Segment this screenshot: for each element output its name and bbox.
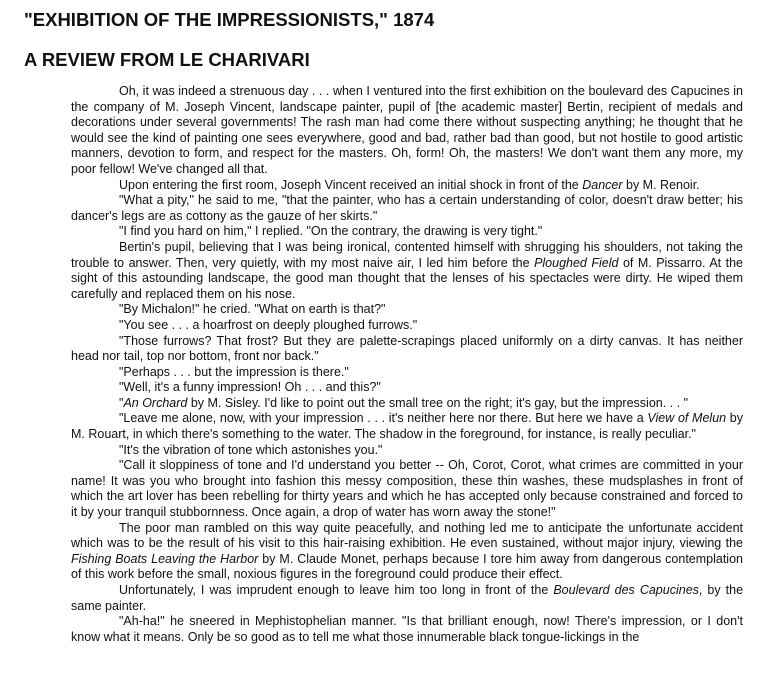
text-run: by M. Sisley. I'd like to point out the small tree on the right; it's gay, but the impression. . . " — [187, 395, 689, 410]
text-run: by M. Claude Monet, perhaps because I tore him away from dangerous contemplation of this work before the small, noxious figures in the foreground could produce their effect. — [71, 551, 743, 582]
text-run: "What a pity," he said to me, "that the painter, who has a certain understanding of color, doesn't draw better; his dancer's legs are as cottony as the gauze of her skirts." — [71, 193, 743, 223]
paragraph — [71, 302, 743, 318]
text-run: "By Michalon!" he cried. "What on earth is that?" — [119, 302, 386, 317]
text-run: "I find you hard on him," I replied. "On the contrary, the drawing is very tight." — [119, 224, 543, 239]
paragraph — [71, 521, 743, 583]
paragraph — [71, 458, 743, 520]
text-run: Unfortunately, I was imprudent enough to leave him too long in front of the — [119, 583, 554, 597]
text-run: " — [119, 395, 124, 410]
artwork-title: Boulevard des Capucines — [553, 583, 699, 597]
text-run: "You see . . . a hoarfrost on deeply ploughed furrows." — [119, 317, 418, 332]
text-run: Oh, it was indeed a strenuous day . . . when I ventured into the first exhibition on the boulevard des Capucines in the company of M. Joseph Vincent, landscape painter, pupil of [the academic master] Bertin, recipient of medals and decorations under several governments! The rash man had come there without suspecting anything; he thought that he would see the kind of painting one sees everywhere, good and bad, rather bad than good, but not hostile to good artistic manners, devotion to form, and respect for the masters. Oh, form! Oh, the masters! We don't want them any more, my poor fellow! We've changed all that. — [71, 84, 743, 176]
article-body — [71, 84, 743, 645]
text-run: Upon entering the first room, Joseph Vincent received an initial shock in front of the — [119, 177, 583, 192]
paragraph — [71, 380, 743, 396]
text-run: "Call it sloppiness of tone and I'd understand you better -- Oh, Corot, Corot, what crimes are committed in your name! It was you who brought into fashion this messy composition, these thin washes, these mudsplashes in front of which the art lover has been rebelling for thirty years and which he has accepted only because constrained and forced to it by your tranquil stubbornness. Once again, a drop of water has worn away the stone!" — [71, 458, 743, 520]
paragraph — [71, 334, 743, 365]
text-run: by M. Renoir. — [622, 177, 700, 192]
text-run: , by the same painter. — [71, 583, 744, 613]
text-run: of M. Pissarro. At the sight of this astounding landscape, the good man thought that the lenses of his spectacles were dirty. He wiped them carefully and replaced them on his nose. — [71, 255, 743, 301]
text-run: by M. Rouart, in which there's something to the water. The shadow in the foreground, for instance, is really peculiar." — [71, 411, 743, 442]
text-run: "Leave me alone, now, with your impression . . . it's neither here nor there. But here we have a — [119, 411, 648, 426]
artwork-title: View of Melun — [647, 411, 727, 426]
artwork-title: An Orchard — [123, 395, 188, 410]
document-subtitle: A REVIEW FROM LE CHARIVARI — [24, 49, 310, 70]
paragraph — [71, 443, 743, 459]
artwork-title: Dancer — [582, 177, 623, 192]
paragraph — [71, 365, 743, 381]
paragraph — [71, 178, 743, 194]
text-run: Bertin's pupil, believing that I was being ironical, contented himself with shrugging his shoulders, not taking the trouble to answer. Then, very quietly, with my most naive air, I led him before the — [71, 239, 743, 270]
paragraph — [71, 193, 743, 224]
paragraph — [71, 583, 743, 614]
paragraph — [71, 396, 743, 412]
paragraph — [71, 240, 743, 302]
paragraph — [71, 318, 743, 334]
text-run: "Well, it's a funny impression! Oh . . . and this?" — [119, 380, 381, 395]
paragraph — [71, 84, 743, 178]
paragraph — [71, 411, 743, 442]
text-run: "It's the vibration of tone which astonishes you." — [119, 442, 383, 457]
text-run: "Those furrows? That frost? But they are palette-scrapings placed uniformly on a dirty canvas. It has neither head nor tail, top nor bottom, front nor back." — [71, 333, 743, 364]
artwork-title: Fishing Boats Leaving the Harbor — [71, 551, 259, 566]
text-run: The poor man rambled on this way quite peacefully, and nothing led me to anticipate the unfortunate accident which was to be the result of his visit to this hair-raising exhibition. He even sustained, without major injury, viewing the — [71, 520, 743, 551]
text-run: "Ah-ha!" he sneered in Mephistophelian manner. "Is that brilliant enough, now! There's impression, or I don't know what it means. Only be so good as to tell me what those innumerable black tongue-lickings in the — [71, 614, 743, 644]
paragraph — [71, 614, 743, 645]
paragraph — [71, 224, 743, 240]
text-run: "Perhaps . . . but the impression is there." — [119, 364, 349, 379]
artwork-title: Ploughed Field — [534, 255, 619, 270]
document-title: "EXHIBITION OF THE IMPRESSIONISTS," 1874 — [24, 9, 435, 30]
